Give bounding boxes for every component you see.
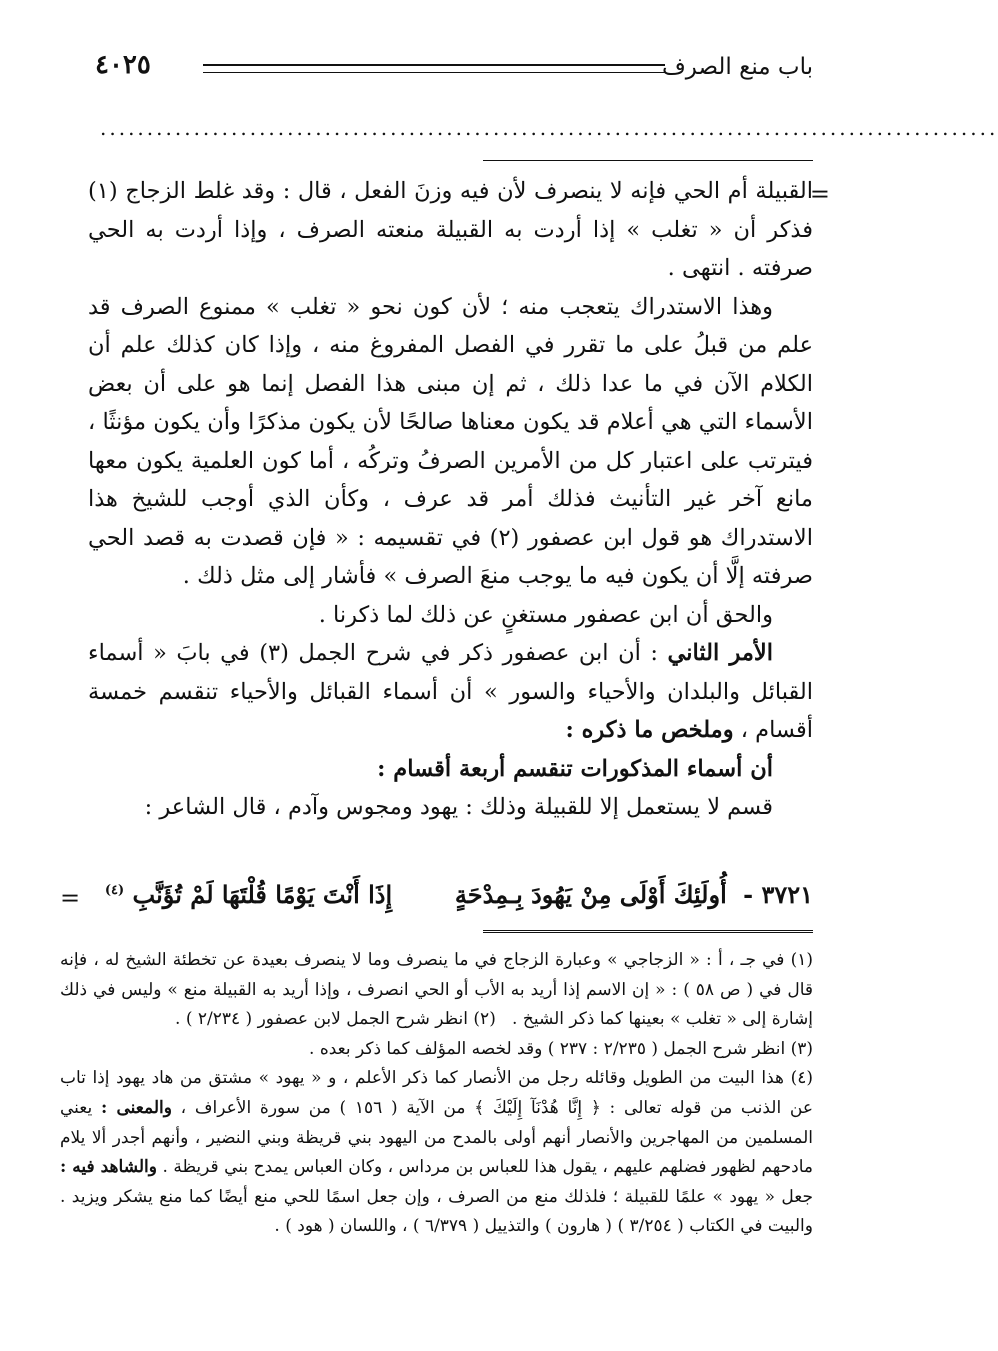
paragraph-6: قسم لا يستعمل إلا للقبيلة وذلك : يهود ومجوس وآدم ، قال الشاعر :: [144, 794, 773, 820]
footnotes: [60, 946, 813, 1242]
paragraph-3: والحق أن ابن عصفور مستغنٍ عن ذلك لما ذكرنا .: [318, 601, 773, 628]
paragraph-4-label: الأمر الثاني: [667, 640, 774, 666]
verse-second-hemistich: إِذَا أَنْتَ يَوْمًا قُلْتَهَا لَمْ تُؤَنَّبِ: [132, 880, 393, 909]
footnote-4: [60, 1064, 813, 1242]
footnote-4-evidence-label: والشاهد فيه :: [60, 1157, 157, 1178]
footnote-4-meaning-label: والمعنى :: [100, 1097, 172, 1118]
main-text: [88, 172, 813, 827]
footnote-4-part-b: يعني المسلمين من المهاجرين والأنصار أنهم أولى بالمدح من اليهود بني قريظة وبني النضير ، وأنهم أجدر ألا يلام مادحهم لظهور فضلهم عليهم ، يقول هذا للعباس بن مرداس ، وكان العباس يمدح بني قريظة .: [60, 1097, 813, 1178]
top-rule: [483, 160, 813, 161]
verse-number: ٣٧٢١ -: [743, 880, 813, 909]
paragraph-4: [88, 634, 813, 750]
chapter-title: باب منع الصرف: [661, 54, 813, 80]
paragraph-5: أن أسماء المذكورات تنقسم أربعة أقسام :: [377, 755, 773, 782]
footnote-rule: [483, 930, 813, 936]
continuation-mark-start: =: [809, 180, 830, 208]
poetry-verse: [88, 880, 813, 909]
footnote-4-part-c: جعل « يهود » علمًا للقبيلة ؛ فلذلك منع من الصرف ، وإن جعل اسمًا للحي منع أيضًا كما منع يشكر ويزيد . والبيت في الكتاب ( ٣/٢٥٤ ) ( هارون ) والتذييل ( ٦/٣٧٩ ) ، واللسان ( هود ) .: [60, 1186, 813, 1237]
paragraph-4-summary-label: وملخص ما ذكره :: [565, 717, 734, 743]
footnote-1-2: [60, 946, 813, 1035]
paragraph-1: القبيلة أم الحي فإنه لا ينصرف لأن فيه وزنَ الفعل ، قال : وقد غلط الزجاج (١) فذكر أن « تغلب » إذا أردت به القبيلة منعته الصرف ، وإذا أردت به الحي صرفته . انتهى .: [88, 178, 813, 281]
verse-first-hemistich: أُولَئِكَ أَوْلَى مِنْ يَهُودَ بِـمِدْحَةٍ: [454, 880, 727, 909]
paragraph-2: وهذا الاستدراك يتعجب منه ؛ لأن كون نحو « تغلب » ممنوع الصرف قد علم من قبلُ على ما تقرر في الفصل المفروغ منه ، وإذا كان كذلك علم أن الكلام الآن في ما عدا ذلك ، ثم إن مبنى هذا الفصل إنما هو على أن بعض الأسماء التي هي أعلام قد يكون معناها صالحًا لأن يكون مذكرًا وأن يكون مؤنثًا ، فيترتب على اعتبار كل من الأمرين الصرفُ وتركُه ، أما كون العلمية يكون معها مانع آخر غير التأنيث فذلك أمر قد عرف ، وكأن الذي أوجب للشيخ هذا الاستدراك هو قول ابن عصفور (٢) في تقسيمه : « فإن قصدت به قصد الحي صرفته إلَّا أن يكون فيه ما يوجب منعَ الصرف » فأشار إلى مثل ذلك .: [88, 293, 813, 589]
footnote-4-part-a: (٤) هذا البيت من الطويل وقائله رجل من الأنصار كما ذكر الأعلم ، و « يهود » مشتق من هاد يهود إذا تاب عن الذنب من قوله تعالى : ﴿ إِنَّا هُدْنَآ إِلَيْكَ ﴾ من الآية ( ١٥٦ ) من سورة الأعراف ،: [60, 1068, 813, 1118]
verse-footnote-ref: (٤): [104, 883, 125, 898]
header-rule: [203, 64, 665, 73]
footnote-3: (٣) انظر شرح الجمل ( ٢/٢٣٥ : ٢٣٧ ) وقد لخصه المؤلف كما ذكر بعده .: [309, 1038, 813, 1059]
dotted-separator: ................................................................................................: [100, 116, 998, 140]
running-header: [95, 48, 813, 88]
footnote-1: (١) في جـ ، أ : « الزجاجي » وعبارة الزجاج في ما ينصرف وما لا ينصرف بعيدة عن تخطئة الشيخ له ، فإنه قال في ( ص ٥٨ ) : « إن الاسم إذا أريد به الأب أو الحي انصرف ، وإذا أريد به القبيلة منع » وليس في ذلك إشارة إلى « تغلب » بعينها كما ذكر الشيخ .: [60, 950, 813, 1030]
footnote-2: (٢) انظر شرح الجمل لابن عصفور ( ٢/٢٣٤ ) .: [175, 1009, 496, 1030]
paragraph-4-text: : أن ابن عصفور ذكر في شرح الجمل (٣) في بابَ « أسماء القبائل والبلدان والأحياء والسور » أن أسماء القبائل والأحياء تنقسم خمسة أقسام ،: [88, 640, 813, 743]
continuation-mark-end: =: [60, 884, 81, 912]
page-number: ٤٠٢٥: [95, 50, 151, 80]
